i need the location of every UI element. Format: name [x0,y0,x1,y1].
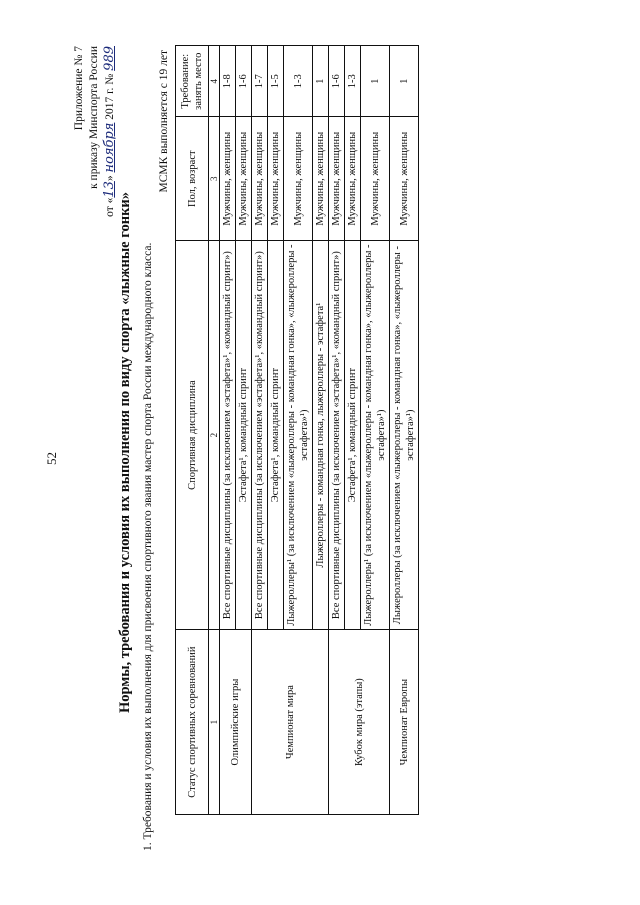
cell-discipline: Эстафета¹, командный спринт [345,241,361,630]
header-place: Требование: занять место [176,46,209,117]
handwritten-day: 13 [102,181,117,198]
intro-paragraph: 1. Требования и условия их выполнения для присвоения спортивного звания мастер спорта России международного класса. [142,242,154,851]
cell-discipline: Эстафета¹, командный спринт [268,241,284,630]
header-status: Статус спортивных соревнований [176,630,209,815]
cell-place: 1-3 [345,46,361,117]
date-mid: » [104,175,116,182]
cell-gender: Мужчины, женщины [284,117,313,241]
cell-place: 1-3 [284,46,313,117]
cell-place: 1 [313,46,329,117]
cell-place: 1 [390,46,419,117]
col-num: 3 [209,117,220,241]
cell-gender: Мужчины, женщины [268,117,284,241]
header-discipline: Спортивная дисциплина [176,241,209,630]
cell-place: 1 [361,46,390,117]
cell-discipline: Все спортивные дисциплины (за исключением «эстафета»¹, «командный спринт») [329,241,345,630]
table-body [220,46,419,815]
cell-gender: Мужчины, женщины [329,117,345,241]
appendix-line1: Приложение № 7 [73,46,85,131]
handwritten-number: 989 [102,46,117,71]
requirements-table [175,45,419,815]
cell-place: 1-8 [220,46,236,117]
table-row [220,46,236,815]
col-num: 2 [209,241,220,630]
cell-gender: Мужчины, женщины [390,117,419,241]
column-number-row [209,46,220,815]
col-num: 1 [209,630,220,815]
cell-discipline: Все спортивные дисциплины (за исключением «эстафета»¹, «командный спринт») [252,241,268,630]
cell-discipline: Все спортивные дисциплины (за исключением «эстафета»¹, «командный спринт») [220,241,236,630]
table-row [329,46,345,815]
cell-gender: Мужчины, женщины [345,117,361,241]
appendix-line2: к приказу Минспорта России [88,46,100,189]
page-number: 52 [44,452,59,465]
cell-status: Чемпионат Европы [390,630,419,815]
header-gender: Пол, возраст [176,117,209,241]
cell-discipline: Лыжероллеры (за исключением «лыжероллеры - командная гонка», «лыжероллеры - эстафета»¹) [390,241,419,630]
cell-gender: Мужчины, женщины [252,117,268,241]
cell-gender: Мужчины, женщины [361,117,390,241]
cell-status: Кубок мира (этапы) [329,630,390,815]
cell-discipline: Эстафета¹, командный спринт [236,241,252,630]
document-title: Нормы, требования и условия их выполнения по виду спорта «лыжные гонки» [117,191,133,714]
year-text: 2017 г. № [104,73,116,120]
cell-gender: Мужчины, женщины [313,117,329,241]
cell-status: Чемпионат мира [252,630,329,815]
cell-place: 1-5 [268,46,284,117]
cell-status: Олимпийские игры [220,630,252,815]
cell-place: 1-6 [236,46,252,117]
msmk-note: МСМК выполняется с 19 лет [158,50,170,193]
cell-place: 1-6 [329,46,345,117]
cell-place: 1-7 [252,46,268,117]
table-header-row [176,46,209,815]
appendix-date-line [102,46,118,217]
cell-discipline: Лыжероллеры¹ (за исключением «лыжероллеры - командная гонка», «лыжероллеры - эстафета»¹) [284,241,313,630]
cell-gender: Мужчины, женщины [220,117,236,241]
cell-discipline: Лыжероллеры - командная гонка, лыжероллеры - эстафета¹ [313,241,329,630]
handwritten-month: ноября [102,122,117,173]
appendix-block [72,46,118,217]
table-row [252,46,268,815]
col-num: 4 [209,46,220,117]
date-prefix: от « [104,197,116,217]
cell-discipline: Лыжероллеры¹ (за исключением «лыжероллеры - командная гонка», «лыжероллеры - эстафета»¹) [361,241,390,630]
cell-gender: Мужчины, женщины [236,117,252,241]
table-row [390,46,419,815]
